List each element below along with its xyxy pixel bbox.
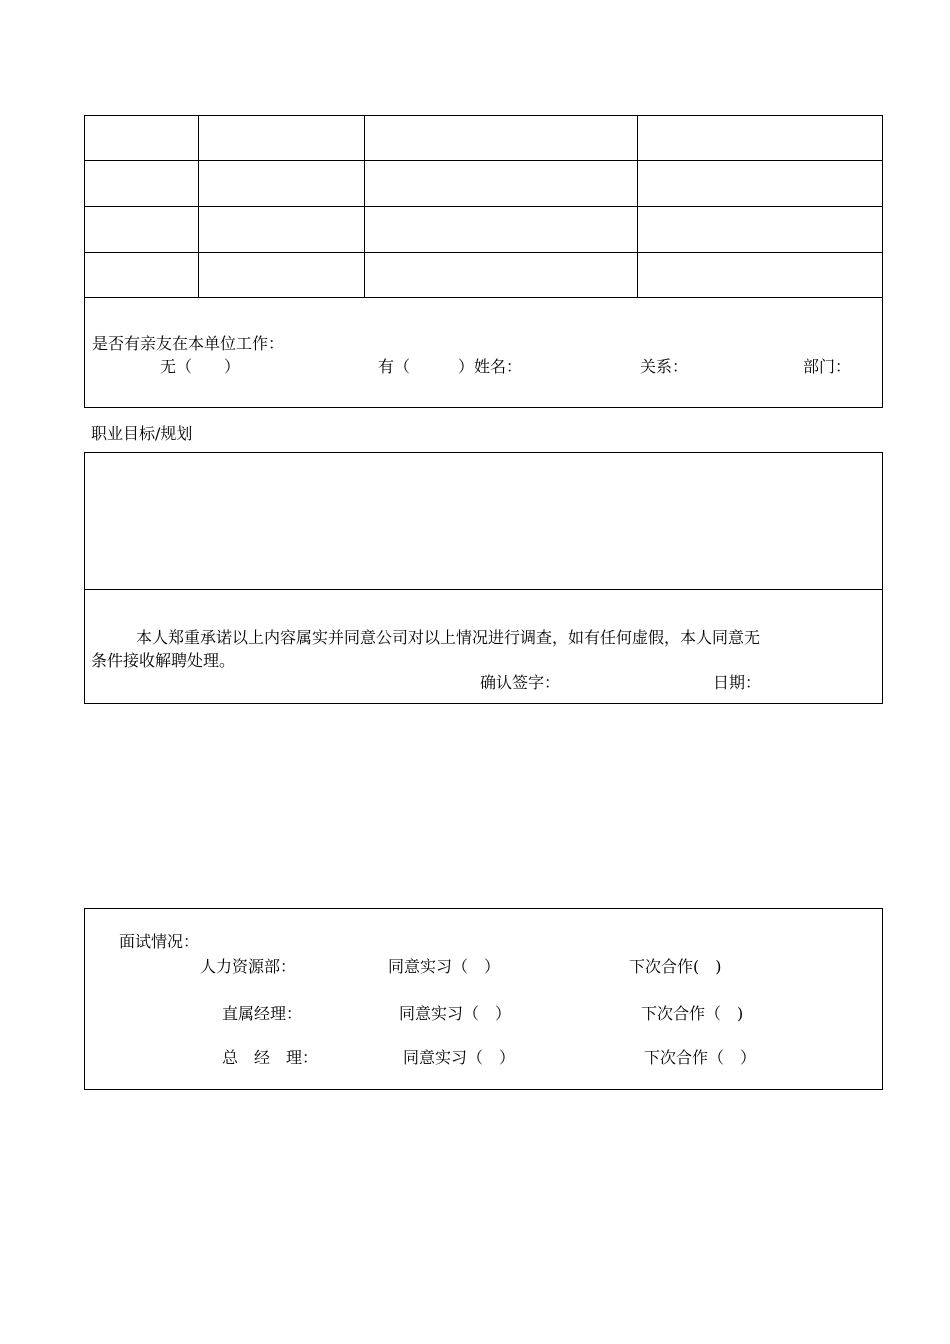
interview-role-hr: 人力资源部：	[200, 957, 297, 976]
table-col-divider	[364, 115, 365, 298]
date-label: 日期：	[713, 673, 762, 692]
table-row-divider	[84, 297, 883, 298]
interview-agree-manager[interactable]: 同意实习（ ）	[399, 1004, 512, 1023]
relatives-question: 是否有亲友在本单位工作：	[92, 334, 285, 353]
table-col-divider	[637, 115, 638, 298]
table-cell[interactable]	[366, 117, 635, 159]
signature-label: 确认签字：	[480, 673, 561, 692]
interview-agree-hr[interactable]: 同意实习（ ）	[388, 957, 501, 976]
interview-agree-gm[interactable]: 同意实习（ ）	[403, 1048, 516, 1067]
table-cell[interactable]	[86, 117, 196, 159]
table-row-divider	[84, 206, 883, 207]
relatives-department-label: 部门：	[803, 357, 852, 376]
career-title: 职业目标/规划	[91, 424, 193, 443]
table-cell[interactable]	[200, 117, 362, 159]
interview-title: 面试情况：	[119, 932, 200, 951]
interview-role-manager: 直属经理：	[222, 1004, 303, 1023]
table-row-divider	[84, 252, 883, 253]
interview-next-hr[interactable]: 下次合作( )	[629, 957, 722, 976]
declaration-line-2: 条件接收解聘处理。	[91, 651, 236, 670]
interview-next-manager[interactable]: 下次合作（ )	[641, 1004, 744, 1023]
career-text-area[interactable]	[86, 454, 881, 588]
interview-role-gm: 总 经 理：	[222, 1048, 319, 1067]
table-col-divider	[198, 115, 199, 298]
interview-next-gm[interactable]: 下次合作（ ）	[644, 1048, 757, 1067]
career-divider	[84, 589, 883, 590]
declaration-line-1: 本人郑重承诺以上内容属实并同意公司对以上情况进行调查，如有任何虚假，本人同意无	[136, 628, 761, 647]
relatives-relation-label: 关系：	[640, 357, 689, 376]
table-row-divider	[84, 160, 883, 161]
table-cell[interactable]	[639, 117, 881, 159]
relatives-option-yes-name[interactable]: 有（ ）姓名：	[378, 357, 523, 376]
relatives-option-none[interactable]: 无（ ）	[160, 357, 241, 376]
